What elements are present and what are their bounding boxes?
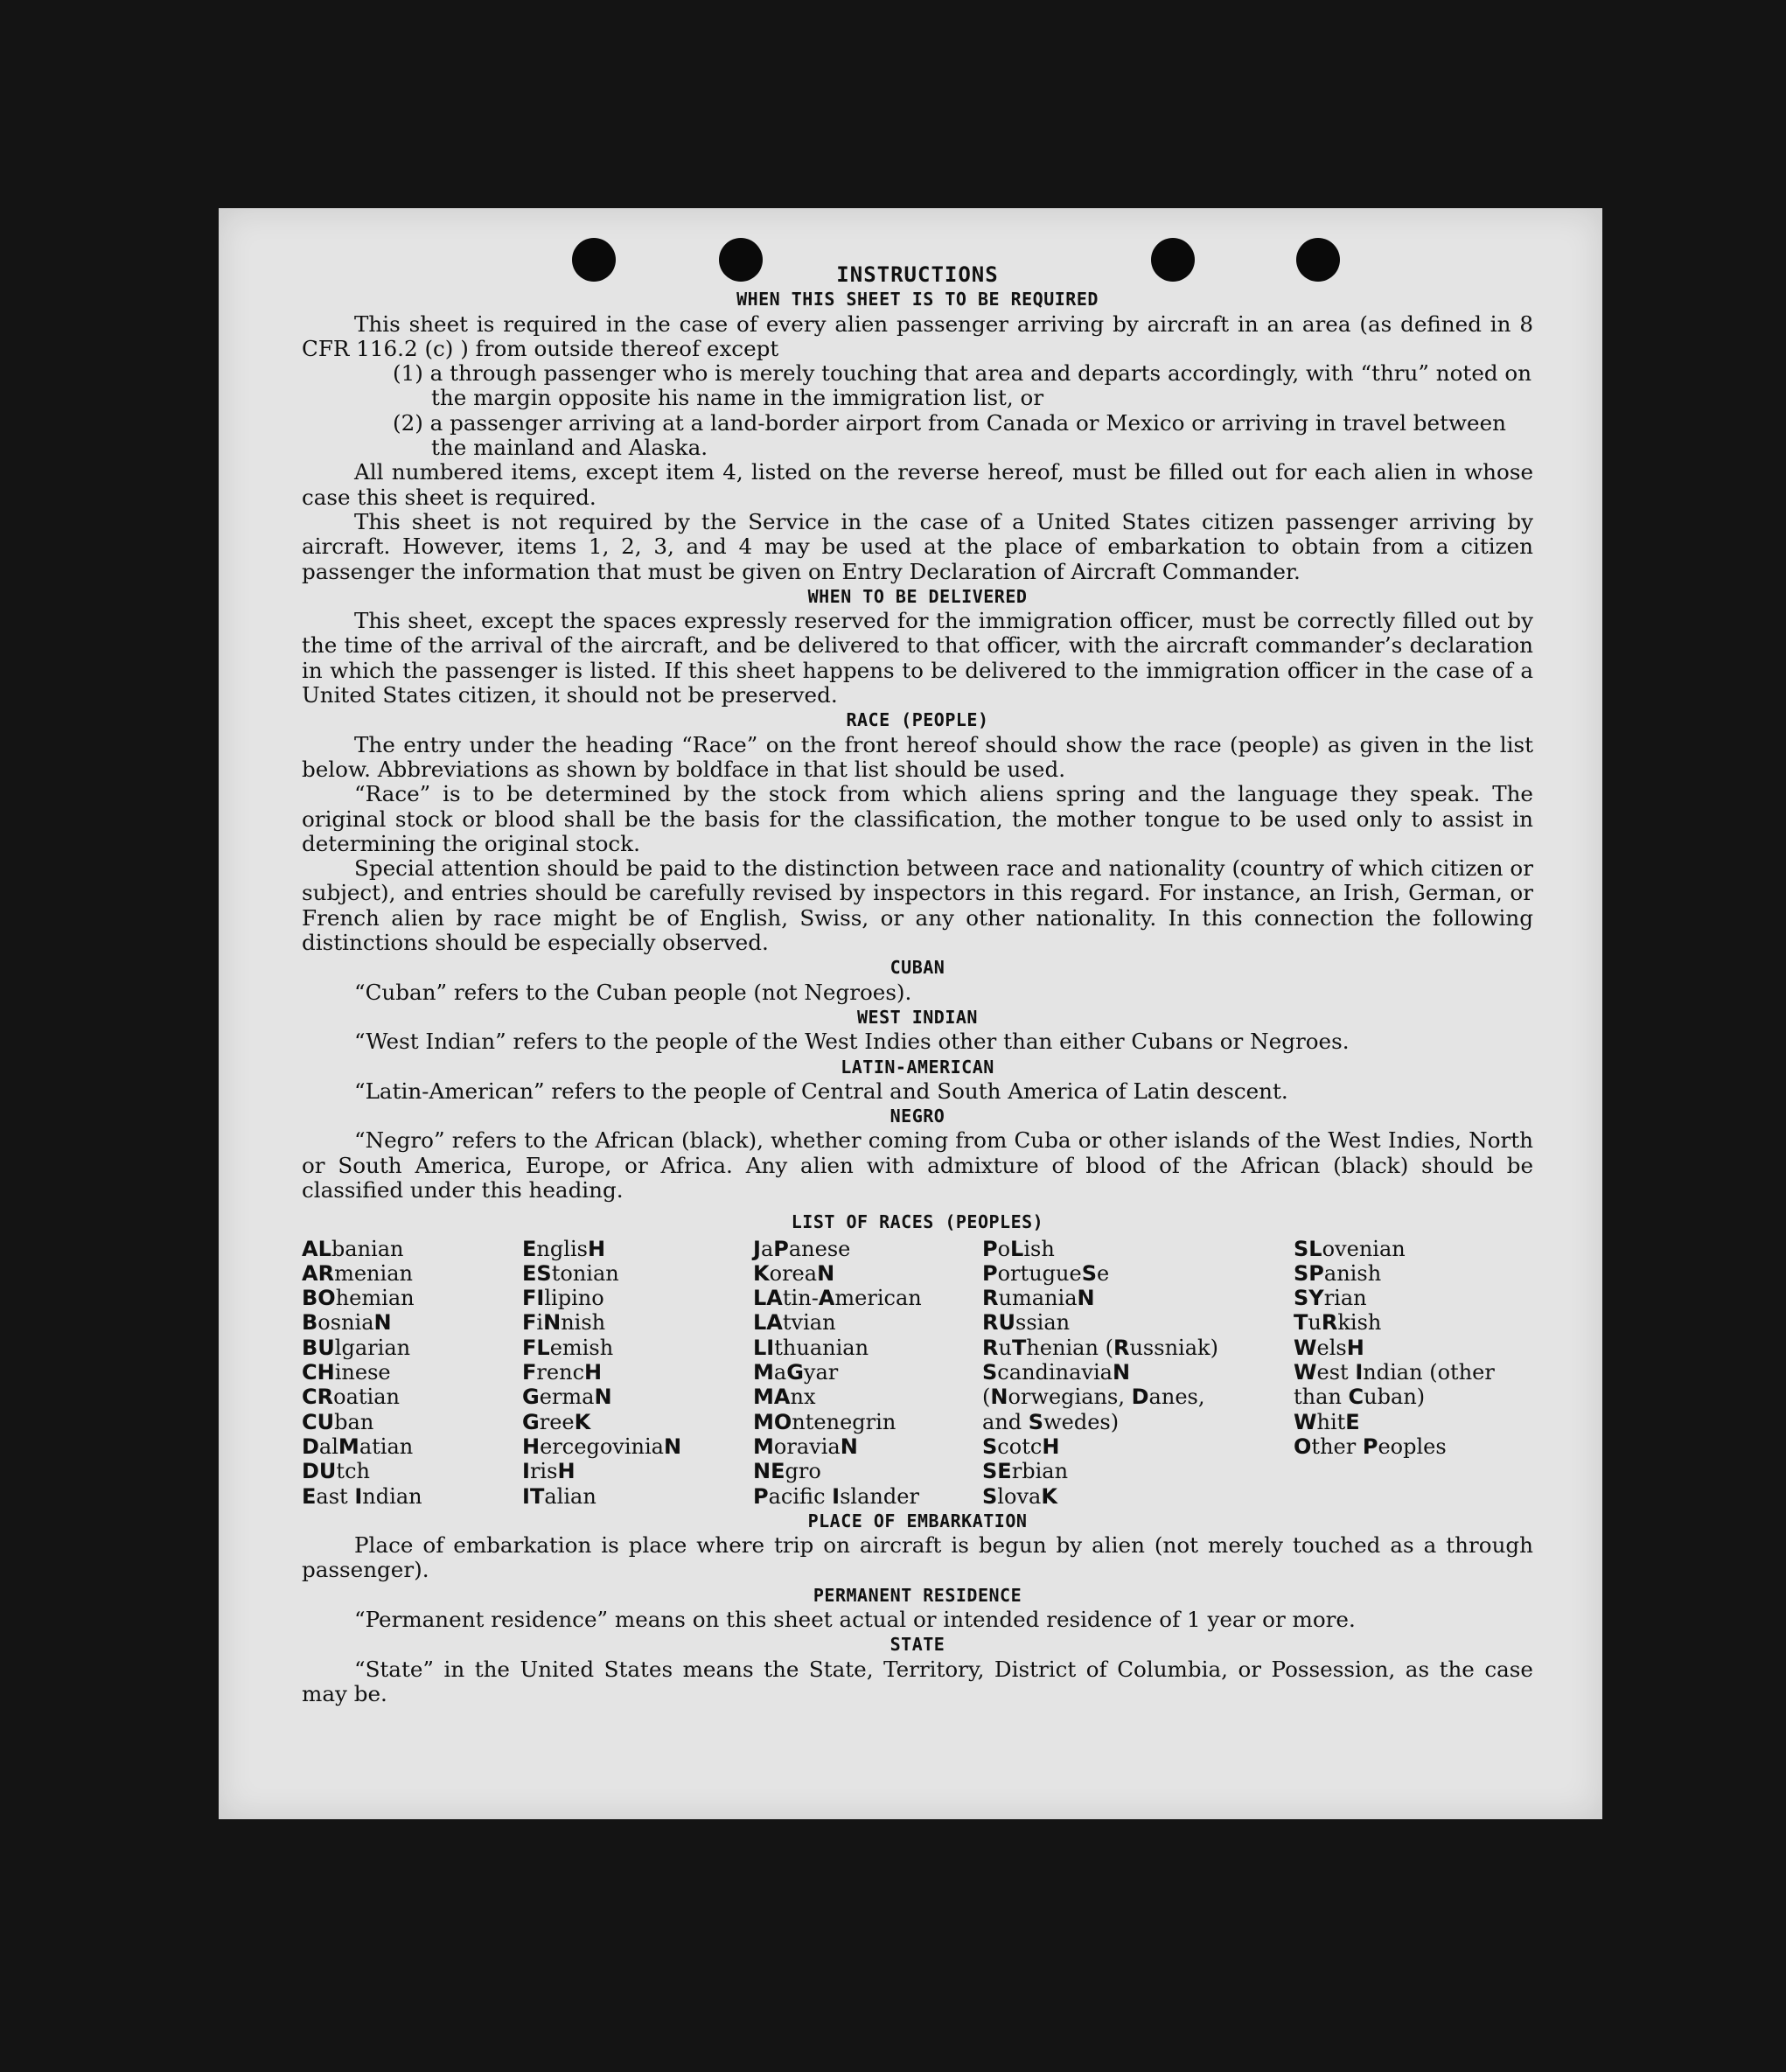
race-item: FrencH (522, 1360, 603, 1385)
race-item: ScotcH (982, 1434, 1060, 1459)
section-heading: PLACE OF EMBARKATION (807, 1510, 1028, 1531)
race-item: Pacifc Islander (753, 1483, 919, 1509)
race-item: TuRkish (1294, 1310, 1382, 1336)
race-item: ARmenian (302, 1260, 413, 1286)
page-title: INSTRUCTIONS (836, 262, 999, 287)
race-item: Other Peoples (1294, 1434, 1447, 1459)
section-heading: PERMANENT RESIDENCE (813, 1584, 1022, 1606)
race-item: MOntenegrin (753, 1409, 896, 1434)
race-item: BUlgarian (302, 1335, 411, 1360)
race-column (522, 1237, 753, 1509)
race-item: CUban (302, 1409, 374, 1434)
race-item: WhitE (1294, 1409, 1360, 1434)
race-item: BOhemian (302, 1286, 415, 1311)
section-heading: WHEN TO BE DELIVERED (807, 585, 1028, 607)
numbered-item: (1) a through passenger who is merely touching that area and departs accordingly, with “thru” noted on the margin opposite his name in the immigration list, or (393, 360, 1532, 411)
race-item: WelsH (1294, 1335, 1364, 1360)
paragraph: “State” in the United States means the State, Territory, District of Columbia, or Possession, as the case may be. (302, 1656, 1533, 1706)
race-item: FIlipino (522, 1286, 604, 1311)
paragraph: “Permanent residence” means on this sheet actual or intended residence of 1 year or more. (354, 1607, 1356, 1633)
race-item: RUssian (982, 1310, 1071, 1336)
section-heading: WHEN THIS SHEET IS TO BE REQUIRED (736, 289, 1099, 310)
race-item: DalMatian (302, 1434, 414, 1459)
instructions-text (302, 262, 1533, 1706)
race-item: ITalian (522, 1483, 596, 1509)
section-heading: NEGRO (890, 1106, 945, 1127)
race-column (753, 1237, 982, 1509)
race-item: DUtch (302, 1459, 370, 1484)
paragraph: Place of embarkation is place where trip on aircraft is begun by alien (not merely touched as a through passenger). (302, 1532, 1533, 1583)
race-column (1294, 1237, 1530, 1509)
race-item: LIthuanian (753, 1335, 869, 1360)
paragraph: The entry under the heading “Race” on the front hereof should show the race (people) as given in the list below. Abbreviations as shown by boldface in that list should be used. (302, 731, 1533, 782)
section-heading: STATE (890, 1634, 945, 1656)
race-item: HercegoviniaN (522, 1434, 682, 1459)
section-heading: LIST OF RACES (PEOPLES) (791, 1211, 1044, 1233)
race-item: NEgro (753, 1459, 821, 1484)
section-heading: WEST INDIAN (857, 1006, 978, 1028)
race-item: SYrian (1294, 1286, 1367, 1311)
paragraph: This sheet is not required by the Service in the case of a United States citizen passenger arriving by aircraft. However, items 1, 2, 3, and 4 may be used at the place of embarkation to obtain from a citizen passenger the information that must be given on Entry Declaration of Aircraft Commander. (302, 508, 1533, 584)
section-heading: RACE (PEOPLE) (846, 709, 989, 731)
race-item: East Indian (302, 1483, 422, 1509)
paragraph: “Latin-American” refers to the people of Central and South America of Latin descent. (354, 1078, 1288, 1104)
race-item: FiNnish (522, 1310, 606, 1336)
paragraph: All numbered items, except item 4, listed on the reverse hereof, must be filled out for each alien in whose case this sheet is required. (302, 459, 1533, 510)
race-list (302, 1237, 1533, 1509)
race-item: SErbian (982, 1459, 1069, 1484)
race-column (302, 1237, 522, 1509)
race-item: PortugueSe (982, 1260, 1110, 1286)
race-item: KoreaN (753, 1260, 835, 1286)
race-item: IrisH (522, 1459, 576, 1484)
race-item: RuThenian (Russniak) (982, 1335, 1218, 1360)
race-item: CRoatian (302, 1385, 400, 1410)
race-item: JaPanese (753, 1236, 851, 1261)
race-column (982, 1237, 1294, 1509)
race-item: EStonian (522, 1260, 619, 1286)
paragraph: “West Indian” refers to the people of the West Indies other than either Cubans or Negroes. (354, 1029, 1350, 1055)
race-item: SLovenian (1294, 1236, 1406, 1261)
race-item: LAtin-American (753, 1286, 922, 1311)
paragraph: “Cuban” refers to the Cuban people (not Negroes). (354, 979, 912, 1005)
race-item: GermaN (522, 1385, 612, 1410)
race-item: SlovaK (982, 1483, 1057, 1509)
race-item: CHinese (302, 1360, 391, 1385)
paragraph: “Race” is to be determined by the stock from which aliens spring and the language they speak. The original stock or blood shall be the basis for the classification, the mother tongue to be used only to assist in determining the original stock. (302, 781, 1533, 856)
paragraph: This sheet, except the spaces expressly reserved for the immigration officer, must be correctly filled out by the time of the arrival of the aircraft, and be delivered to that officer, with the aircraft commander’s declaration in which the passenger is listed. If this sheet happens to be delivered to the immigration officer in the case of a United States citizen, it should not be preserved. (302, 608, 1533, 708)
race-item: ALbanian (302, 1236, 404, 1261)
race-item: EnglisH (522, 1236, 606, 1261)
race-item: GreeK (522, 1409, 591, 1434)
race-item: MAnx (753, 1385, 816, 1410)
paragraph: “Negro” refers to the African (black), whether coming from Cuba or other islands of the West Indies, North or South America, Europe, or Africa. Any alien with admixture of blood of the African (black) should be classified under this heading. (302, 1127, 1533, 1203)
race-item: FLemish (522, 1335, 614, 1360)
race-item: RumaniaN (982, 1286, 1095, 1311)
race-item: PoLish (982, 1236, 1055, 1261)
race-item: SPanish (1294, 1260, 1382, 1286)
race-item: BosniaN (302, 1310, 392, 1336)
section-heading: LATIN-AMERICAN (841, 1056, 994, 1078)
race-item: West Indian (other than Cuban) (1294, 1360, 1495, 1410)
paragraph: Special attention should be paid to the distinction between race and nationality (country of which citizen or subject), and entries should be carefully revised by inspectors in this regard. For instance, an Irish, German, or French alien by race might be of English, Swiss, or any other nationality. In this connection the following distinctions should be especially observed. (302, 855, 1533, 956)
race-item: LAtvian (753, 1310, 836, 1336)
section-heading: CUBAN (890, 957, 945, 979)
race-item: MoraviaN (753, 1434, 858, 1459)
race-item: MaGyar (753, 1360, 839, 1385)
numbered-item: (2) a passenger arriving at a land-border airport from Canada or Mexico or arriving in travel between the mainland and Alaska. (393, 409, 1506, 461)
paragraph: This sheet is required in the case of every alien passenger arriving by aircraft in an area (as defined in 8 CFR 116.2 (c) ) from outside thereof except (302, 310, 1533, 361)
race-item: ScandinaviaN (Norwegians, Danes, and Swedes) (982, 1360, 1205, 1434)
document-sheet (219, 208, 1602, 1819)
